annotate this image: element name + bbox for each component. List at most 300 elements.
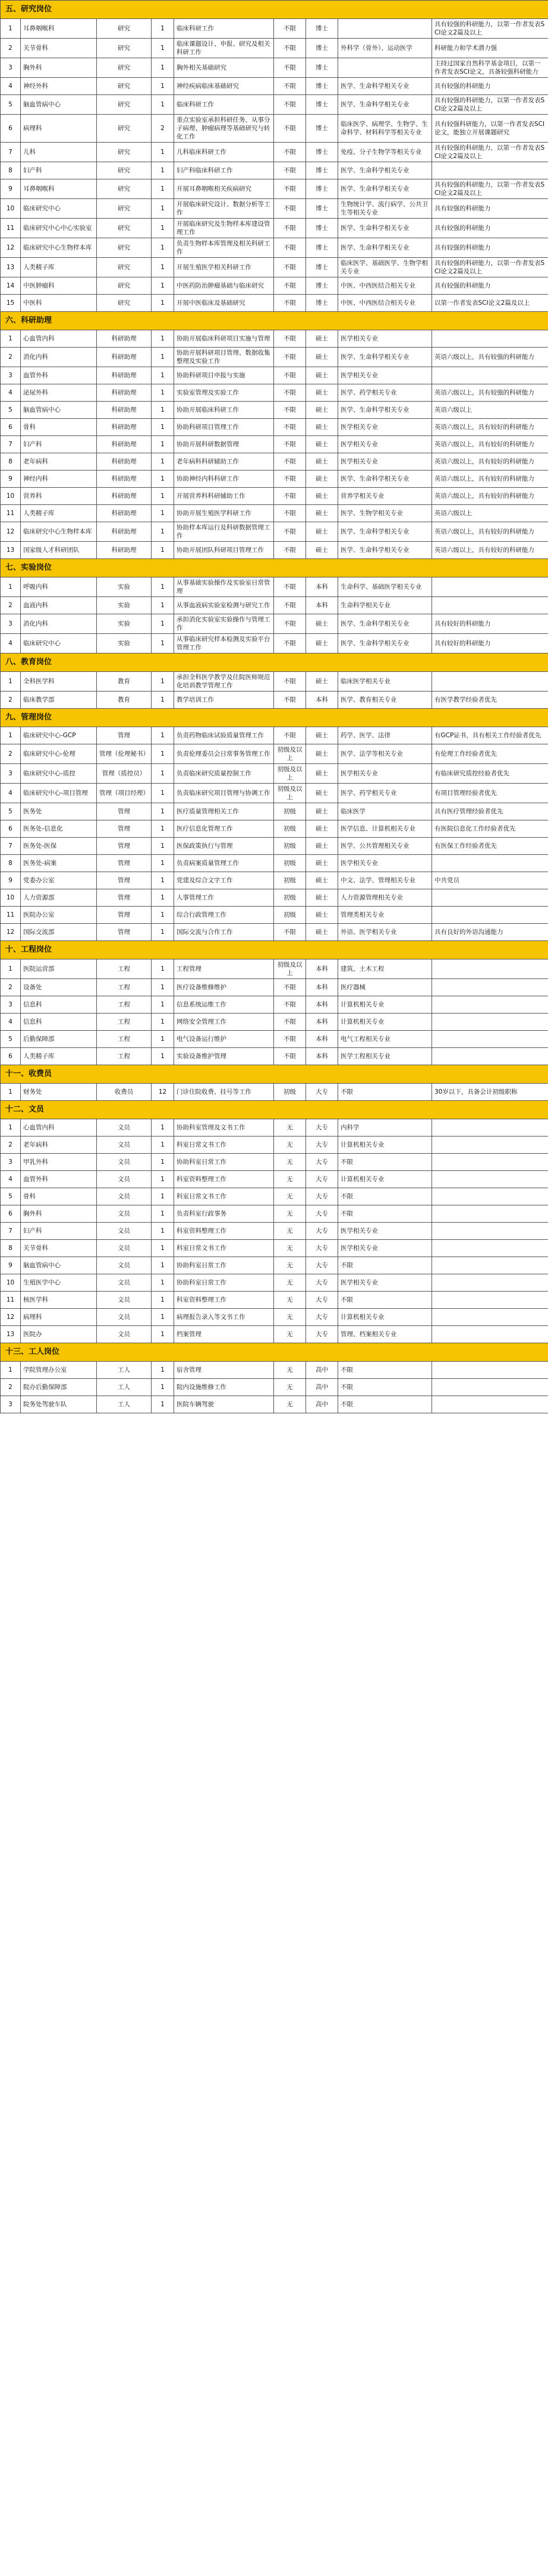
- cell-degree: 硕士: [306, 838, 338, 855]
- cell-type: 科研助理: [97, 542, 152, 559]
- cell-major: 医学、生命科学相关专业: [338, 162, 432, 179]
- cell-major: 中文、法学、管理相关专业: [338, 872, 432, 889]
- cell-dept: 消化内科: [21, 348, 97, 367]
- cell-major: 医学相关专业: [338, 1274, 432, 1292]
- cell-age: 不限: [274, 471, 306, 488]
- cell-req: [432, 597, 548, 614]
- cell-type: 管理: [97, 838, 152, 855]
- cell-req: [432, 1171, 548, 1188]
- table-row: [1, 959, 548, 979]
- section-title: 十三、工人岗位: [1, 1343, 548, 1362]
- cell-no: 11: [1, 505, 21, 522]
- cell-duty: 重点实验室承担科研任务，从事分子病理、肿瘤病理等基础研究与转化工作: [174, 115, 274, 143]
- cell-count: 1: [152, 295, 174, 312]
- cell-major: 医学、生命科学相关专业: [338, 542, 432, 559]
- cell-duty: 负责药物临床试验质量管理工作: [174, 727, 274, 744]
- cell-major: 生物统计学、流行病学、公共卫生等相关专业: [338, 199, 432, 219]
- cell-major: 医学相关专业: [338, 436, 432, 453]
- section-header: [1, 1101, 548, 1119]
- cell-type: 文员: [97, 1171, 152, 1188]
- cell-no: 5: [1, 803, 21, 820]
- table-row: [1, 1031, 548, 1048]
- table-row: [1, 115, 548, 143]
- cell-req: 英语六级以上，具有较强的科研能力: [432, 384, 548, 402]
- cell-duty: 国际交流与合作工作: [174, 924, 274, 941]
- cell-degree: 高中: [306, 1379, 338, 1396]
- cell-count: 1: [152, 488, 174, 505]
- cell-count: 1: [152, 1257, 174, 1274]
- cell-duty: 协助科室管理及文书工作: [174, 1119, 274, 1137]
- cell-duty: 从事血液病实验室检测与研究工作: [174, 597, 274, 614]
- cell-major: 医学、公共管理相关专业: [338, 838, 432, 855]
- table-row: [1, 1326, 548, 1343]
- cell-dept: 血管外科: [21, 1171, 97, 1188]
- table-row: [1, 295, 548, 312]
- cell-count: 1: [152, 1171, 174, 1188]
- cell-type: 科研助理: [97, 436, 152, 453]
- table-row: [1, 744, 548, 764]
- table-row: [1, 453, 548, 471]
- cell-dept: 临床研究中心-项目管理: [21, 784, 97, 803]
- cell-type: 科研助理: [97, 522, 152, 542]
- cell-type: 研究: [97, 238, 152, 258]
- cell-degree: 本科: [306, 996, 338, 1014]
- cell-type: 管理（伦理秘书）: [97, 744, 152, 764]
- cell-duty: 宿舍管理: [174, 1362, 274, 1379]
- cell-req: [432, 1188, 548, 1205]
- cell-req: 具有较强的科研能力，以第一作者发表SCI论文2篇及以上: [432, 143, 548, 162]
- cell-count: 1: [152, 199, 174, 219]
- cell-type: 科研助理: [97, 330, 152, 348]
- cell-age: 不限: [274, 597, 306, 614]
- cell-dept: 临床研究中心生物样本库: [21, 238, 97, 258]
- cell-major: 医学、法学等相关专业: [338, 744, 432, 764]
- cell-count: 1: [152, 1014, 174, 1031]
- cell-degree: 大专: [306, 1205, 338, 1223]
- cell-no: 15: [1, 295, 21, 312]
- cell-no: 11: [1, 1292, 21, 1309]
- cell-major: 临床医学相关专业: [338, 672, 432, 692]
- cell-count: 1: [152, 505, 174, 522]
- cell-duty: 协助科研项目管理工作: [174, 419, 274, 436]
- cell-req: [432, 367, 548, 384]
- cell-degree: 硕士: [306, 330, 338, 348]
- cell-major: 医学相关专业: [338, 855, 432, 872]
- cell-age: 初级及以上: [274, 744, 306, 764]
- cell-no: 7: [1, 838, 21, 855]
- cell-count: 12: [152, 1084, 174, 1101]
- cell-no: 13: [1, 542, 21, 559]
- cell-duty: 网络安全管理工作: [174, 1014, 274, 1031]
- cell-count: 1: [152, 803, 174, 820]
- cell-duty: 工程管理: [174, 959, 274, 979]
- cell-major: 临床医学: [338, 803, 432, 820]
- table-row: [1, 1240, 548, 1257]
- cell-degree: 硕士: [306, 924, 338, 941]
- table-row: [1, 384, 548, 402]
- cell-req: 具有较强的科研能力，以第一作者发表SCI论文2篇及以上: [432, 95, 548, 115]
- cell-age: 不限: [274, 78, 306, 95]
- cell-req: 主持过国家自然科学基金项目，以第一作者发表SCI论文，具备较强科研能力: [432, 58, 548, 78]
- cell-type: 实验: [97, 614, 152, 634]
- cell-count: 1: [152, 924, 174, 941]
- cell-no: 10: [1, 889, 21, 907]
- cell-no: 6: [1, 1048, 21, 1065]
- table-row: [1, 907, 548, 924]
- cell-degree: 博士: [306, 258, 338, 277]
- cell-count: 1: [152, 277, 174, 295]
- cell-req: 英语六级以上，具有较好的科研能力: [432, 419, 548, 436]
- cell-major: 临床医学、基础医学、生物学相关专业: [338, 258, 432, 277]
- cell-major: 医学相关专业: [338, 367, 432, 384]
- cell-degree: 本科: [306, 959, 338, 979]
- cell-degree: 硕士: [306, 727, 338, 744]
- cell-duty: 从事基础实验操作及实验室日常管理: [174, 577, 274, 597]
- table-row: [1, 542, 548, 559]
- cell-req: 具有较强的科研能力，以第一作者发表SCI论文2篇及以上: [432, 258, 548, 277]
- cell-req: 具有较强的科研能力: [432, 199, 548, 219]
- cell-req: [432, 855, 548, 872]
- cell-age: 无: [274, 1309, 306, 1326]
- cell-req: [432, 1292, 548, 1309]
- table-row: [1, 924, 548, 941]
- cell-major: 医学、生命科学相关专业: [338, 634, 432, 654]
- cell-age: 不限: [274, 1014, 306, 1031]
- cell-degree: 本科: [306, 1014, 338, 1031]
- cell-age: 无: [274, 1379, 306, 1396]
- cell-degree: 硕士: [306, 872, 338, 889]
- cell-dept: 关节骨科: [21, 1240, 97, 1257]
- cell-duty: 医保政策执行与管理: [174, 838, 274, 855]
- section-title: 五、研究岗位: [1, 1, 548, 19]
- cell-req: [432, 1205, 548, 1223]
- cell-duty: 门诊住院收费、挂号等工作: [174, 1084, 274, 1101]
- section-header: [1, 654, 548, 672]
- cell-major: 建筑、土木工程: [338, 959, 432, 979]
- cell-type: 科研助理: [97, 471, 152, 488]
- cell-age: 不限: [274, 1031, 306, 1048]
- cell-no: 13: [1, 258, 21, 277]
- cell-count: 1: [152, 162, 174, 179]
- cell-degree: 硕士: [306, 614, 338, 634]
- cell-no: 13: [1, 1326, 21, 1343]
- cell-age: 不限: [274, 924, 306, 941]
- cell-dept: 医务处: [21, 803, 97, 820]
- cell-count: 1: [152, 453, 174, 471]
- cell-duty: 开展临床研究设计、数据分析等工作: [174, 199, 274, 219]
- cell-count: 1: [152, 402, 174, 419]
- cell-major: 药学、医学、法律: [338, 727, 432, 744]
- cell-major: 不限: [338, 1154, 432, 1171]
- cell-duty: 科室日常文书工作: [174, 1137, 274, 1154]
- cell-req: [432, 1257, 548, 1274]
- cell-age: 不限: [274, 522, 306, 542]
- cell-dept: 信息科: [21, 996, 97, 1014]
- cell-major: 医学、生命科学相关专业: [338, 95, 432, 115]
- cell-count: 1: [152, 1326, 174, 1343]
- cell-major: 人力资源管理相关专业: [338, 889, 432, 907]
- cell-degree: 硕士: [306, 820, 338, 838]
- cell-req: [432, 996, 548, 1014]
- cell-count: 1: [152, 764, 174, 784]
- cell-age: 不限: [274, 115, 306, 143]
- cell-degree: 博士: [306, 277, 338, 295]
- cell-no: 1: [1, 19, 21, 39]
- cell-dept: 党委办公室: [21, 872, 97, 889]
- cell-no: 4: [1, 384, 21, 402]
- cell-degree: 大专: [306, 1119, 338, 1137]
- cell-degree: 硕士: [306, 542, 338, 559]
- cell-duty: 开展生殖医学相关科研工作: [174, 258, 274, 277]
- cell-age: 初级: [274, 907, 306, 924]
- cell-duty: 医疗质量管理相关工作: [174, 803, 274, 820]
- cell-type: 管理: [97, 803, 152, 820]
- cell-major: 医学、药学相关专业: [338, 784, 432, 803]
- cell-dept: 关节骨科: [21, 39, 97, 58]
- cell-count: 1: [152, 542, 174, 559]
- table-row: [1, 672, 548, 692]
- cell-duty: 神经疾病临床基础研究: [174, 78, 274, 95]
- cell-dept: 中医肿瘤科: [21, 277, 97, 295]
- cell-duty: 胸外相关基础研究: [174, 58, 274, 78]
- table-row: [1, 277, 548, 295]
- cell-duty: 实验设备维护管理: [174, 1048, 274, 1065]
- cell-duty: 中医药防治肿瘤基础与临床研究: [174, 277, 274, 295]
- cell-no: 10: [1, 488, 21, 505]
- cell-age: 初级: [274, 803, 306, 820]
- cell-dept: 胸外科: [21, 1205, 97, 1223]
- cell-type: 文员: [97, 1309, 152, 1326]
- cell-dept: 医务处-信息化: [21, 820, 97, 838]
- cell-duty: 协助神经内科科研工作: [174, 471, 274, 488]
- cell-duty: 承担消化实验室实验操作与管理工作: [174, 614, 274, 634]
- cell-age: 不限: [274, 238, 306, 258]
- cell-req: [432, 959, 548, 979]
- table-row: [1, 258, 548, 277]
- cell-degree: 硕士: [306, 889, 338, 907]
- cell-type: 工人: [97, 1396, 152, 1413]
- cell-major: 计算机相关专业: [338, 1137, 432, 1154]
- cell-major: 不限: [338, 1362, 432, 1379]
- cell-count: 1: [152, 419, 174, 436]
- cell-type: 研究: [97, 219, 152, 238]
- section-title: 八、教育岗位: [1, 654, 548, 672]
- cell-duty: 信息系统运维工作: [174, 996, 274, 1014]
- table-row: [1, 348, 548, 367]
- cell-age: 无: [274, 1205, 306, 1223]
- cell-major: 医学、生命科学相关专业: [338, 522, 432, 542]
- cell-req: 英语六级以上，具有较好的科研能力: [432, 453, 548, 471]
- cell-dept: 脑血管病中心: [21, 402, 97, 419]
- cell-dept: 医院办公室: [21, 907, 97, 924]
- cell-age: 初级: [274, 838, 306, 855]
- section-header: [1, 1065, 548, 1084]
- cell-dept: 妇产科: [21, 162, 97, 179]
- cell-major: 不限: [338, 1396, 432, 1413]
- cell-no: 7: [1, 436, 21, 453]
- cell-count: 1: [152, 367, 174, 384]
- cell-type: 文员: [97, 1154, 152, 1171]
- cell-dept: 泌尿外科: [21, 384, 97, 402]
- cell-req: 具有较强科研能力，以第一作者发表SCI论文，能独立开展课题研究: [432, 115, 548, 143]
- cell-dept: 心血管内科: [21, 330, 97, 348]
- cell-major: 医学、药学相关专业: [338, 384, 432, 402]
- cell-req: [432, 1274, 548, 1292]
- cell-age: 初级: [274, 889, 306, 907]
- cell-type: 工人: [97, 1379, 152, 1396]
- cell-major: 不限: [338, 1205, 432, 1223]
- cell-major: 管理、档案相关专业: [338, 1326, 432, 1343]
- cell-dept: 耳鼻咽喉科: [21, 19, 97, 39]
- cell-age: 不限: [274, 634, 306, 654]
- cell-dept: 临床研究中心: [21, 634, 97, 654]
- cell-count: 1: [152, 1188, 174, 1205]
- cell-major: 医学相关专业: [338, 1240, 432, 1257]
- table-row: [1, 1379, 548, 1396]
- cell-type: 文员: [97, 1274, 152, 1292]
- cell-major: 医学、生命科学相关专业: [338, 348, 432, 367]
- cell-age: 不限: [274, 419, 306, 436]
- cell-no: 12: [1, 522, 21, 542]
- cell-no: 4: [1, 78, 21, 95]
- cell-dept: 脑血管病中心: [21, 1257, 97, 1274]
- cell-type: 工程: [97, 996, 152, 1014]
- table-row: [1, 1257, 548, 1274]
- table-row: [1, 330, 548, 348]
- cell-degree: 大专: [306, 1084, 338, 1101]
- cell-count: 1: [152, 1031, 174, 1048]
- cell-req: [432, 1379, 548, 1396]
- cell-degree: 博士: [306, 78, 338, 95]
- cell-age: 无: [274, 1396, 306, 1413]
- cell-dept: 医院运营部: [21, 959, 97, 979]
- table-row: [1, 95, 548, 115]
- cell-type: 工人: [97, 1362, 152, 1379]
- cell-no: 14: [1, 277, 21, 295]
- cell-count: 1: [152, 78, 174, 95]
- cell-req: 英语六级以上，具有较好的科研能力: [432, 488, 548, 505]
- cell-count: 1: [152, 1154, 174, 1171]
- cell-degree: 博士: [306, 162, 338, 179]
- cell-degree: 硕士: [306, 384, 338, 402]
- cell-count: 1: [152, 19, 174, 39]
- table-row: [1, 1362, 548, 1379]
- cell-age: 初级及以上: [274, 959, 306, 979]
- cell-degree: 博士: [306, 179, 338, 199]
- table-row: [1, 803, 548, 820]
- cell-age: 不限: [274, 179, 306, 199]
- cell-dept: 骨科: [21, 1188, 97, 1205]
- cell-major: 医学相关专业: [338, 764, 432, 784]
- cell-type: 研究: [97, 58, 152, 78]
- table-row: [1, 1292, 548, 1309]
- cell-no: 9: [1, 1257, 21, 1274]
- cell-age: 初级: [274, 855, 306, 872]
- cell-no: 7: [1, 1223, 21, 1240]
- cell-count: 1: [152, 1309, 174, 1326]
- cell-count: 1: [152, 1379, 174, 1396]
- cell-type: 工程: [97, 1031, 152, 1048]
- cell-duty: 协助科室日常工作: [174, 1274, 274, 1292]
- cell-duty: 教学培训工作: [174, 692, 274, 709]
- cell-count: 1: [152, 889, 174, 907]
- cell-dept: 老年病科: [21, 453, 97, 471]
- cell-duty: 实验室管理及实验工作: [174, 384, 274, 402]
- cell-type: 实验: [97, 597, 152, 614]
- cell-count: 1: [152, 95, 174, 115]
- cell-degree: 硕士: [306, 367, 338, 384]
- cell-count: 1: [152, 1119, 174, 1137]
- cell-count: 1: [152, 855, 174, 872]
- cell-duty: 医疗设备维修维护: [174, 979, 274, 996]
- cell-degree: 大专: [306, 1240, 338, 1257]
- cell-duty: 协助科室日常工作: [174, 1154, 274, 1171]
- cell-dept: 神经外科: [21, 78, 97, 95]
- cell-no: 2: [1, 744, 21, 764]
- cell-degree: 本科: [306, 597, 338, 614]
- cell-type: 科研助理: [97, 402, 152, 419]
- cell-type: 科研助理: [97, 488, 152, 505]
- cell-no: 2: [1, 597, 21, 614]
- cell-age: 无: [274, 1154, 306, 1171]
- cell-count: 1: [152, 979, 174, 996]
- cell-major: 计算机相关专业: [338, 1171, 432, 1188]
- cell-degree: 大专: [306, 1171, 338, 1188]
- cell-dept: 病理科: [21, 1309, 97, 1326]
- cell-age: 不限: [274, 488, 306, 505]
- cell-dept: 医务处-医保: [21, 838, 97, 855]
- cell-major: 生命科学相关专业: [338, 597, 432, 614]
- cell-dept: 核医学科: [21, 1292, 97, 1309]
- cell-type: 工程: [97, 1014, 152, 1031]
- cell-major: 不限: [338, 1292, 432, 1309]
- cell-req: 有医保工作经验者优先: [432, 838, 548, 855]
- cell-dept: 人类精子库: [21, 505, 97, 522]
- cell-no: 3: [1, 58, 21, 78]
- cell-count: 1: [152, 143, 174, 162]
- cell-count: 1: [152, 1292, 174, 1309]
- cell-duty: 开展临床研究及生物样本库建设管理工作: [174, 219, 274, 238]
- cell-age: 不限: [274, 692, 306, 709]
- cell-count: 1: [152, 996, 174, 1014]
- cell-major: 不限: [338, 1084, 432, 1101]
- cell-major: 计算机相关专业: [338, 1014, 432, 1031]
- cell-type: 文员: [97, 1326, 152, 1343]
- cell-major: 外科学（骨外）、运动医学: [338, 39, 432, 58]
- cell-count: 1: [152, 330, 174, 348]
- cell-major: 医学、生命科学相关专业: [338, 402, 432, 419]
- cell-dept: 后勤保障部: [21, 1031, 97, 1048]
- cell-dept: 财务处: [21, 1084, 97, 1101]
- cell-duty: 妇产科临床科研工作: [174, 162, 274, 179]
- cell-no: 4: [1, 1171, 21, 1188]
- cell-req: 科研能力和学术潜力强: [432, 39, 548, 58]
- cell-req: [432, 1119, 548, 1137]
- cell-no: 1: [1, 1084, 21, 1101]
- cell-major: 医学相关专业: [338, 330, 432, 348]
- cell-no: 3: [1, 996, 21, 1014]
- cell-req: [432, 330, 548, 348]
- cell-no: 4: [1, 634, 21, 654]
- cell-age: 不限: [274, 453, 306, 471]
- cell-no: 2: [1, 692, 21, 709]
- cell-type: 教育: [97, 692, 152, 709]
- cell-major: 医学相关专业: [338, 453, 432, 471]
- cell-no: 5: [1, 95, 21, 115]
- cell-major: 生命科学、基础医学相关专业: [338, 577, 432, 597]
- cell-age: 无: [274, 1326, 306, 1343]
- cell-age: 不限: [274, 996, 306, 1014]
